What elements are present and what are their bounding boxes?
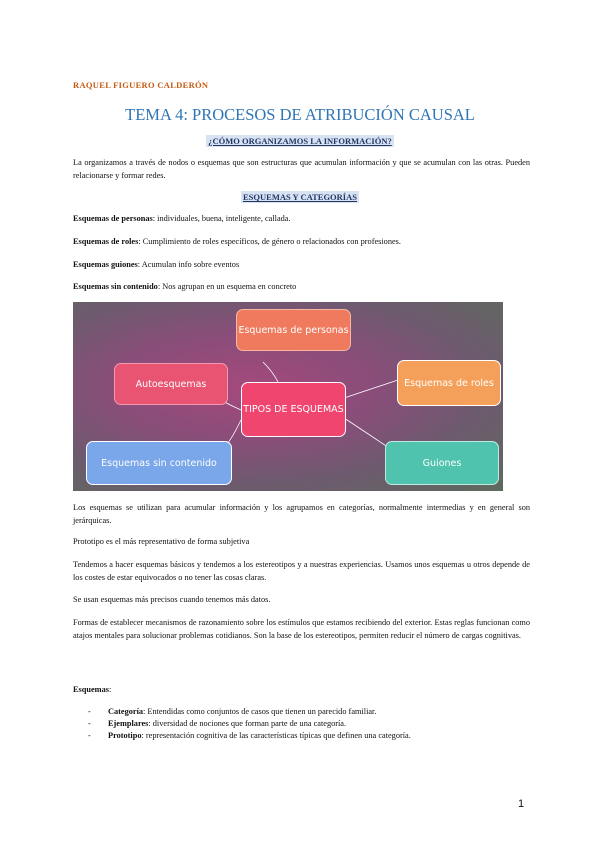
author-name: RAQUEL FIGUERO CALDERÓN — [73, 80, 209, 90]
list-item-categoria: - Categoría: Entendidas como conjuntos de casos que tienen un parecido familiar. — [88, 707, 377, 716]
paragraph-prototype: Prototipo es el más representativo de forma subjetiva — [73, 537, 250, 546]
page-title: TEMA 4: PROCESOS DE ATRIBUCIÓN CAUSAL — [125, 105, 475, 124]
schema-types-diagram — [73, 302, 503, 491]
intro-paragraph: La organizamos a través de nodos o esquemas que son estructuras que acumulan información y que se acumulan con las otras. Pueden relacionarse y formar redes. — [73, 158, 530, 180]
page-number: 1 — [518, 798, 525, 810]
paragraph-categories: Los esquemas se utilizan para acumular información y los agrupamos en categorías, normalmente intermedias y en general son jerárquicas. — [73, 503, 530, 525]
node-esquemas-sin-contenido: Esquemas sin contenido — [86, 441, 232, 485]
schema-item-personas: Esquemas de personas: individuales, buena, inteligente, callada. — [73, 214, 291, 223]
schemas-heading: ESQUEMAS Y CATEGORÍAS — [243, 192, 357, 202]
paragraph-precise-schemas: Se usan esquemas más precisos cuando tenemos más datos. — [73, 595, 271, 604]
schema-item-sin-contenido: Esquemas sin contenido: Nos agrupan en un esquema en concreto — [73, 282, 297, 291]
node-tipos-de-esquemas: TIPOS DE ESQUEMAS — [241, 382, 346, 437]
schema-item-roles: Esquemas de roles: Cumplimiento de roles específicos, de género o relacionados con profesiones. — [73, 237, 401, 246]
node-guiones: Guiones — [385, 441, 499, 485]
list-item-ejemplares: - Ejemplares: diversidad de nociones que forman parte de una categoría. — [88, 719, 347, 728]
list-item-prototipo: - Prototipo: representación cognitiva de las características típicas que definen una categoría. — [88, 731, 411, 740]
node-esquemas-personas: Esquemas de personas — [236, 309, 351, 351]
list-label: Esquemas: — [73, 685, 112, 694]
paragraph-basic-schemas: Tendemos a hacer esquemas básicos y tendemos a los estereotipos y a nuestras experiencias. Usamos unos esquemas u otros depende de los costes de estar equivocados o no tener las cosas claras. — [73, 560, 530, 582]
node-esquemas-roles: Esquemas de roles — [397, 360, 501, 406]
intro-heading: ¿CÓMO ORGANIZAMOS LA INFORMACIÓN? — [208, 136, 392, 146]
schema-item-guiones: Esquemas guiones: Acumulan info sobre eventos — [73, 260, 240, 269]
paragraph-reasoning: Formas de establecer mecanismos de razonamiento sobre los estímulos que estamos recibiendo del exterior. Estas reglas funcionan como atajos mentales para solucionar problemas cotidianos. Son la base de los estereotipos, permiten reducir el número de cargas cognitivas. — [73, 618, 530, 640]
node-autoesquemas: Autoesquemas — [114, 363, 228, 405]
